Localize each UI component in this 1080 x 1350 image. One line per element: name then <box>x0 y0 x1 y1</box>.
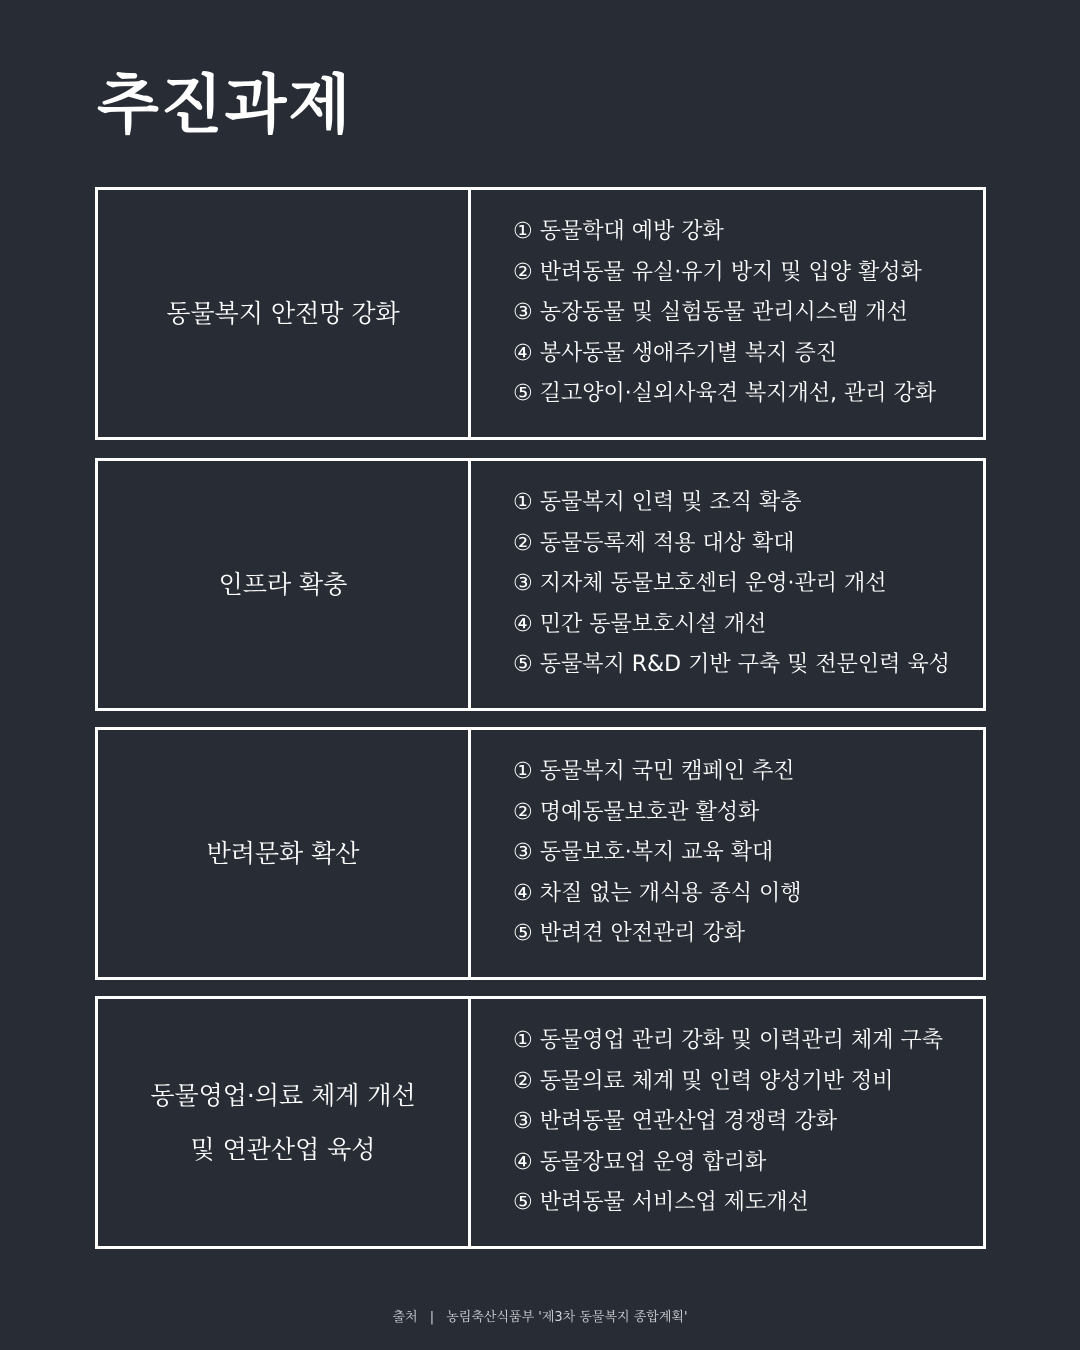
source-separator: | <box>429 1310 435 1325</box>
task-item: ③ 지자체 동물보호센터 운영·관리 개선 <box>513 571 887 597</box>
task-list <box>471 730 983 977</box>
task-section-safety-net <box>95 187 986 440</box>
task-item: ⑤ 반려동물 서비스업 제도개선 <box>513 1190 809 1216</box>
category-cell <box>98 461 471 708</box>
task-list <box>471 461 983 708</box>
category-label: 반려문화 확산 <box>206 838 360 868</box>
task-section-infrastructure <box>95 458 986 711</box>
category-label: 인프라 확충 <box>218 569 348 599</box>
task-item: ③ 동물보호·복지 교육 확대 <box>513 840 774 866</box>
task-item: ⑤ 반려견 안전관리 강화 <box>513 921 745 947</box>
task-list <box>471 999 983 1246</box>
task-item: ① 동물영업 관리 강화 및 이력관리 체계 구축 <box>513 1028 943 1054</box>
task-item: ③ 반려동물 연관산업 경쟁력 강화 <box>513 1109 837 1135</box>
source-footer <box>0 1306 1080 1325</box>
category-cell <box>98 730 471 977</box>
task-item: ④ 차질 없는 개식용 종식 이행 <box>513 880 802 906</box>
source-label: 출처 <box>392 1310 418 1325</box>
task-item: ① 동물복지 인력 및 조직 확충 <box>513 490 802 516</box>
source-text: 농림축산식품부 '제3차 동물복지 종합계획' <box>446 1310 688 1325</box>
task-item: ② 동물의료 체계 및 인력 양성기반 정비 <box>513 1068 894 1094</box>
task-item: ③ 농장동물 및 실험동물 관리시스템 개선 <box>513 300 908 326</box>
task-section-business-medical <box>95 996 986 1249</box>
task-item: ② 명예동물보호관 활성화 <box>513 799 760 825</box>
task-item: ② 반려동물 유실·유기 방지 및 입양 활성화 <box>513 259 922 285</box>
task-item: ⑤ 길고양이·실외사육견 복지개선, 관리 강화 <box>513 381 936 407</box>
task-item: ④ 민간 동물보호시설 개선 <box>513 611 767 637</box>
page-title: 추진과제 <box>97 69 353 143</box>
task-item: ④ 봉사동물 생애주기별 복지 증진 <box>513 340 837 366</box>
category-label-line-1: 동물영업·의료 체계 개선 <box>150 1080 416 1110</box>
task-item: ⑤ 동물복지 R&D 기반 구축 및 전문인력 육성 <box>513 652 950 678</box>
category-cell <box>98 190 471 437</box>
category-cell <box>98 999 471 1246</box>
task-item: ② 동물등록제 적용 대상 확대 <box>513 530 795 556</box>
task-item: ① 동물복지 국민 캠페인 추진 <box>513 759 795 785</box>
category-label-line-2: 및 연관산업 육성 <box>190 1134 376 1164</box>
task-section-pet-culture <box>95 727 986 980</box>
task-item: ① 동물학대 예방 강화 <box>513 219 724 245</box>
category-label: 동물복지 안전망 강화 <box>166 298 400 328</box>
task-item: ④ 동물장묘업 운영 합리화 <box>513 1149 767 1175</box>
task-list <box>471 190 983 437</box>
